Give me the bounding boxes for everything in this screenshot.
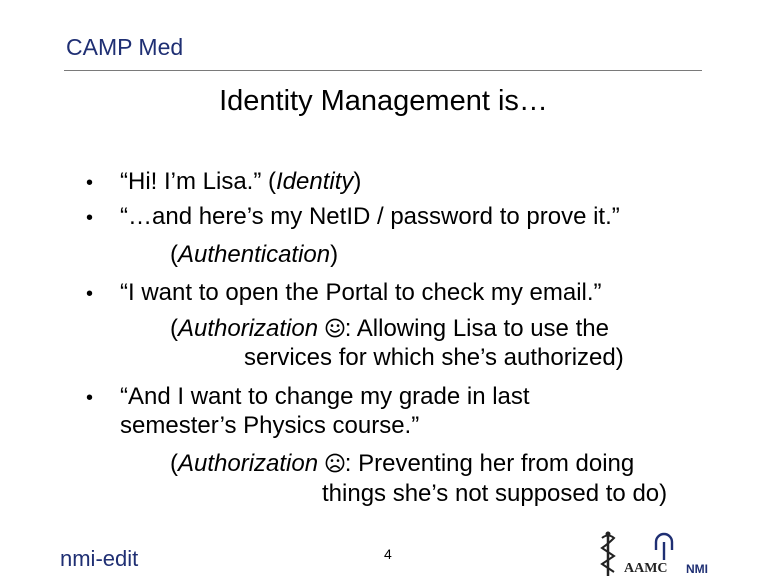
bullet-3-text: ( [170, 315, 178, 342]
header-divider [64, 70, 702, 71]
bullet-2-text-end: ) [330, 241, 339, 268]
bullet-4-italic: Authorization [178, 450, 319, 477]
bullet-4-text-end: : Preventing her from doing [344, 450, 635, 477]
bullet-marker: • [86, 283, 94, 305]
bullet-4-line-4: things she’s not supposed to do) [322, 480, 668, 507]
bullet-3-line-3: services for which she’s authorized) [244, 344, 624, 371]
bullet-3-line-1: “I want to open the Portal to check my email.” [120, 279, 602, 306]
aamc-logo: AAMC [624, 561, 668, 576]
bullet-1-text: “Hi! I’m Lisa.” ( [120, 168, 276, 195]
bullet-marker: • [86, 207, 94, 229]
bullet-2-italic: Authentication [178, 241, 331, 268]
bullet-2-line-1: “…and here’s my NetID / password to prove it.” [120, 203, 620, 230]
bullet-marker: • [86, 172, 94, 194]
smiley-face-icon [325, 318, 345, 338]
frowning-face-icon [325, 453, 345, 473]
bullet-1-italic: Identity [276, 168, 354, 195]
bullet-4-line-1: “And I want to change my grade in last [120, 383, 530, 410]
bullet-4-line-2: semester’s Physics course.” [120, 412, 420, 439]
bullet-4-text: ( [170, 450, 178, 477]
bullet-3-line-2 [170, 315, 609, 343]
footer-nmi-edit: nmi-edit [60, 546, 139, 571]
bullet-1-text-end: ) [353, 168, 362, 195]
bullet-2-line-2 [170, 241, 338, 269]
slide-title: Identity Management is… [219, 85, 548, 117]
bullet-marker: • [86, 387, 94, 409]
bullet-4-line-3 [170, 450, 634, 478]
bullet-2-text: ( [170, 241, 178, 268]
bullet-1-line-1 [120, 168, 361, 196]
bullet-3-text-end: : Allowing Lisa to use the [344, 315, 609, 342]
nmi-logo: NMI [686, 562, 708, 576]
header-title: CAMP Med [66, 34, 184, 60]
page-number: 4 [384, 546, 392, 562]
bullet-3-italic: Authorization [178, 315, 319, 342]
